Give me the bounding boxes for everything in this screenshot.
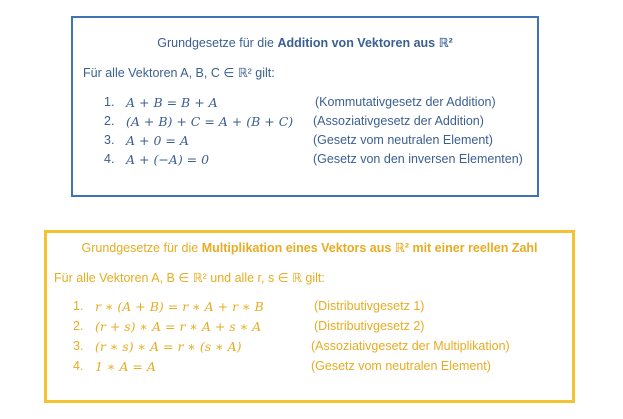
rule-label: (Distributivgesetz 1) [314,299,425,313]
rule-number: 2. [73,319,84,333]
rule-formula: (r + s) ∗ A = r ∗ A + s ∗ A [95,319,262,334]
multiplication-intro: Für alle Vektoren A, B ∈ ℝ² und alle r, s ∈ ℝ gilt: [54,271,325,285]
rule-label: (Assoziativgesetz der Multiplikation) [311,339,510,353]
multiplication-title-prefix: Grundgesetze für die [81,241,202,255]
multiplication-rule-2 [47,319,572,337]
rule-number: 2. [104,114,115,128]
addition-rule-4 [73,152,537,170]
rule-label: (Assoziativgesetz der Addition) [313,114,484,128]
multiplication-title [47,240,572,255]
addition-rule-2 [73,114,537,132]
rule-number: 1. [104,95,115,109]
rule-formula: A + (−A) = 0 [126,152,210,167]
rule-formula: (r ∗ s) ∗ A = r ∗ (s ∗ A) [95,339,242,354]
multiplication-panel [44,230,575,403]
rule-number: 4. [104,152,115,166]
rule-number: 3. [73,339,84,353]
addition-title-bold: Addition von Vektoren aus ℝ² [277,36,453,50]
rule-label: (Kommutativgesetz der Addition) [315,95,496,109]
multiplication-rule-4 [47,359,572,377]
rule-formula: A + B = B + A [126,95,218,110]
addition-rule-1 [73,95,537,113]
rule-number: 3. [104,133,115,147]
rule-formula: A + 0 = A [126,133,189,148]
multiplication-title-bold: Multiplikation eines Vektors aus ℝ² mit einer reellen Zahl [201,241,538,255]
rule-label: (Distributivgesetz 2) [314,319,425,333]
addition-panel [71,16,539,197]
rule-label: (Gesetz vom neutralen Element) [313,133,493,147]
addition-rule-3 [73,133,537,151]
addition-title [73,35,537,50]
addition-title-prefix: Grundgesetze für die [157,36,278,50]
rule-formula: 1 ∗ A = A [95,359,156,374]
rule-formula: (A + B) + C = A + (B + C) [126,114,294,129]
rule-label: (Gesetz von den inversen Elementen) [313,152,523,166]
addition-intro: Für alle Vektoren A, B, C ∈ ℝ² gilt: [83,66,275,80]
rule-number: 4. [73,359,84,373]
multiplication-rule-3 [47,339,572,357]
rule-number: 1. [73,299,84,313]
multiplication-rule-1 [47,299,572,317]
rule-formula: r ∗ (A + B) = r ∗ A + r ∗ B [95,299,264,314]
rule-label: (Gesetz vom neutralen Element) [311,359,491,373]
